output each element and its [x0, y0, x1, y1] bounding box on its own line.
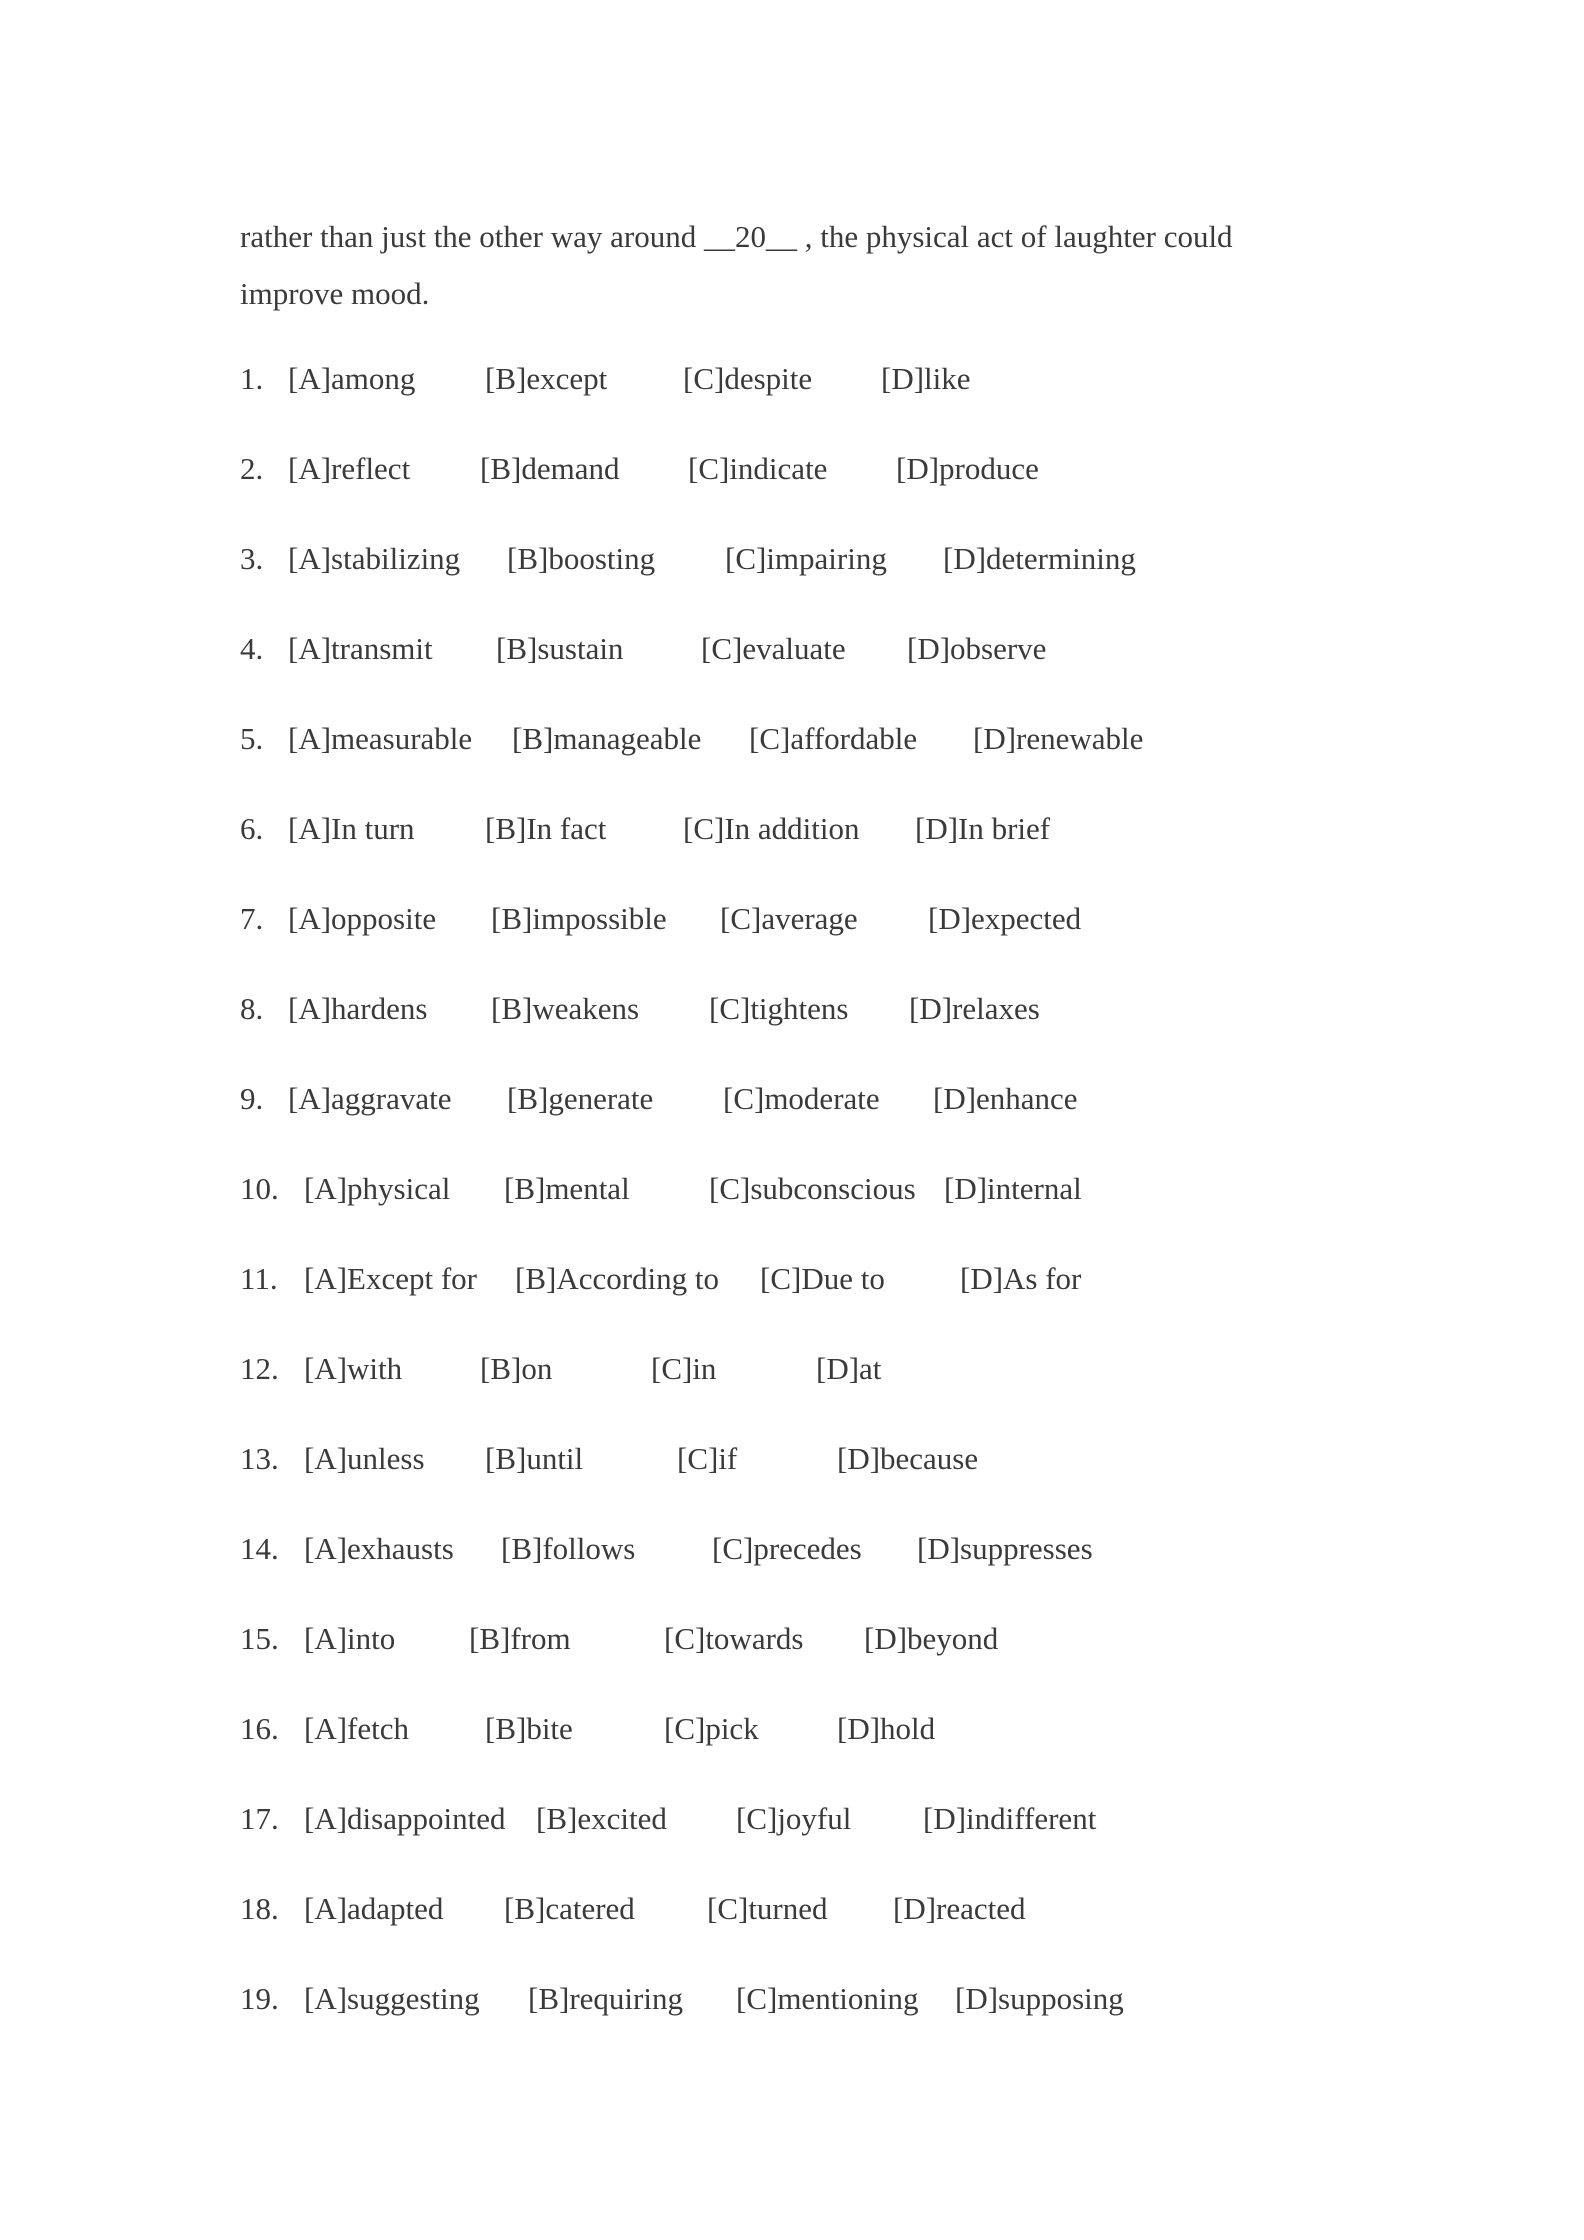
option-c: [C]joyful [736, 1801, 852, 1836]
option-c: [C]pick [664, 1711, 759, 1746]
option-d: [D]enhance [933, 1081, 1078, 1116]
option-b: [B]weakens [491, 991, 640, 1026]
question-row-16 [240, 1702, 1360, 1792]
question-number: 12. [240, 1351, 279, 1386]
question-row-3 [240, 532, 1360, 622]
option-c: [C]towards [664, 1621, 804, 1656]
option-a: [A]physical [304, 1171, 451, 1206]
question-number: 2. [240, 451, 264, 486]
option-a: [A]among [288, 361, 416, 396]
option-d: [D]at [816, 1351, 882, 1386]
passage-line-2: improve mood. [240, 276, 430, 311]
option-d: [D]indifferent [923, 1801, 1097, 1836]
option-b: [B]bite [485, 1711, 573, 1746]
option-a: [A]Except for [304, 1261, 477, 1296]
option-b: [B]excited [536, 1801, 667, 1836]
option-a: [A]transmit [288, 631, 433, 666]
option-b: [B]except [485, 361, 608, 396]
question-row-4 [240, 622, 1360, 712]
question-number: 11. [240, 1261, 278, 1296]
option-d: [D]observe [907, 631, 1047, 666]
question-row-6 [240, 802, 1360, 892]
option-d: [D]reacted [893, 1891, 1026, 1926]
question-number: 13. [240, 1441, 279, 1476]
question-row-2 [240, 442, 1360, 532]
question-row-5 [240, 712, 1360, 802]
passage-continuation [240, 208, 1360, 322]
option-a: [A]reflect [288, 451, 411, 486]
question-number: 7. [240, 901, 264, 936]
question-number: 1. [240, 361, 264, 396]
option-a: [A]exhausts [304, 1531, 454, 1566]
question-row-15 [240, 1612, 1360, 1702]
option-b: [B]generate [507, 1081, 654, 1116]
question-number: 8. [240, 991, 264, 1026]
option-c: [C]affordable [749, 721, 918, 756]
question-number: 14. [240, 1531, 279, 1566]
option-c: [C]mentioning [736, 1981, 919, 2016]
option-b: [B]According to [515, 1261, 720, 1296]
option-c: [C]subconscious [709, 1171, 916, 1206]
question-number: 17. [240, 1801, 279, 1836]
option-a: [A]hardens [288, 991, 428, 1026]
option-c: [C]In addition [683, 811, 860, 846]
question-row-11 [240, 1252, 1360, 1342]
option-b: [B]follows [501, 1531, 636, 1566]
option-c: [C]tightens [709, 991, 849, 1026]
option-d: [D]As for [960, 1261, 1082, 1296]
option-c: [C]turned [707, 1891, 828, 1926]
option-d: [D]expected [928, 901, 1082, 936]
option-a: [A]stabilizing [288, 541, 461, 576]
option-a: [A]adapted [304, 1891, 444, 1926]
option-a: [A]into [304, 1621, 396, 1656]
question-number: 4. [240, 631, 264, 666]
question-number: 16. [240, 1711, 279, 1746]
option-d: [D]relaxes [909, 991, 1040, 1026]
option-a: [A]unless [304, 1441, 425, 1476]
passage-line-1: rather than just the other way around __20__ , the physical act of laughter could [240, 219, 1233, 254]
question-number: 19. [240, 1981, 279, 2016]
option-b: [B]requiring [528, 1981, 683, 2016]
option-d: [D]supposing [955, 1981, 1124, 2016]
question-row-17 [240, 1792, 1360, 1882]
question-number: 15. [240, 1621, 279, 1656]
option-d: [D]renewable [973, 721, 1144, 756]
question-row-14 [240, 1522, 1360, 1612]
option-d: [D]determining [943, 541, 1136, 576]
question-number: 5. [240, 721, 264, 756]
question-number: 6. [240, 811, 264, 846]
option-b: [B]boosting [507, 541, 656, 576]
option-c: [C]in [651, 1351, 717, 1386]
option-b: [B]manageable [512, 721, 702, 756]
option-a: [A]measurable [288, 721, 473, 756]
option-b: [B]In fact [485, 811, 607, 846]
option-d: [D]hold [837, 1711, 936, 1746]
question-row-12 [240, 1342, 1360, 1432]
option-c: [C]Due to [760, 1261, 885, 1296]
option-b: [B]demand [480, 451, 620, 486]
question-number: 9. [240, 1081, 264, 1116]
question-row-19 [240, 1972, 1360, 2062]
question-row-8 [240, 982, 1360, 1072]
question-number: 10. [240, 1171, 279, 1206]
option-d: [D]because [837, 1441, 979, 1476]
option-a: [A]disappointed [304, 1801, 506, 1836]
option-c: [C]indicate [688, 451, 828, 486]
question-number: 3. [240, 541, 264, 576]
question-number: 18. [240, 1891, 279, 1926]
option-c: [C]despite [683, 361, 813, 396]
option-d: [D]In brief [915, 811, 1051, 846]
option-a: [A]with [304, 1351, 403, 1386]
option-b: [B]from [469, 1621, 571, 1656]
question-row-10 [240, 1162, 1360, 1252]
option-d: [D]internal [944, 1171, 1082, 1206]
question-list [240, 352, 1360, 2062]
option-c: [C]if [677, 1441, 738, 1476]
option-d: [D]produce [896, 451, 1039, 486]
option-a: [A]In turn [288, 811, 415, 846]
option-b: [B]sustain [496, 631, 624, 666]
option-c: [C]average [720, 901, 858, 936]
option-b: [B]catered [504, 1891, 635, 1926]
question-row-7 [240, 892, 1360, 982]
option-c: [C]precedes [712, 1531, 862, 1566]
option-b: [B]mental [504, 1171, 630, 1206]
question-row-9 [240, 1072, 1360, 1162]
question-row-18 [240, 1882, 1360, 1972]
option-d: [D]beyond [864, 1621, 999, 1656]
option-b: [B]impossible [491, 901, 667, 936]
option-d: [D]suppresses [917, 1531, 1093, 1566]
option-c: [C]moderate [723, 1081, 880, 1116]
option-a: [A]opposite [288, 901, 437, 936]
option-d: [D]like [881, 361, 971, 396]
option-c: [C]evaluate [701, 631, 846, 666]
option-a: [A]suggesting [304, 1981, 480, 2016]
option-a: [A]aggravate [288, 1081, 452, 1116]
question-row-1 [240, 352, 1360, 442]
option-b: [B]until [485, 1441, 584, 1476]
option-b: [B]on [480, 1351, 553, 1386]
option-a: [A]fetch [304, 1711, 409, 1746]
option-c: [C]impairing [725, 541, 887, 576]
question-row-13 [240, 1432, 1360, 1522]
